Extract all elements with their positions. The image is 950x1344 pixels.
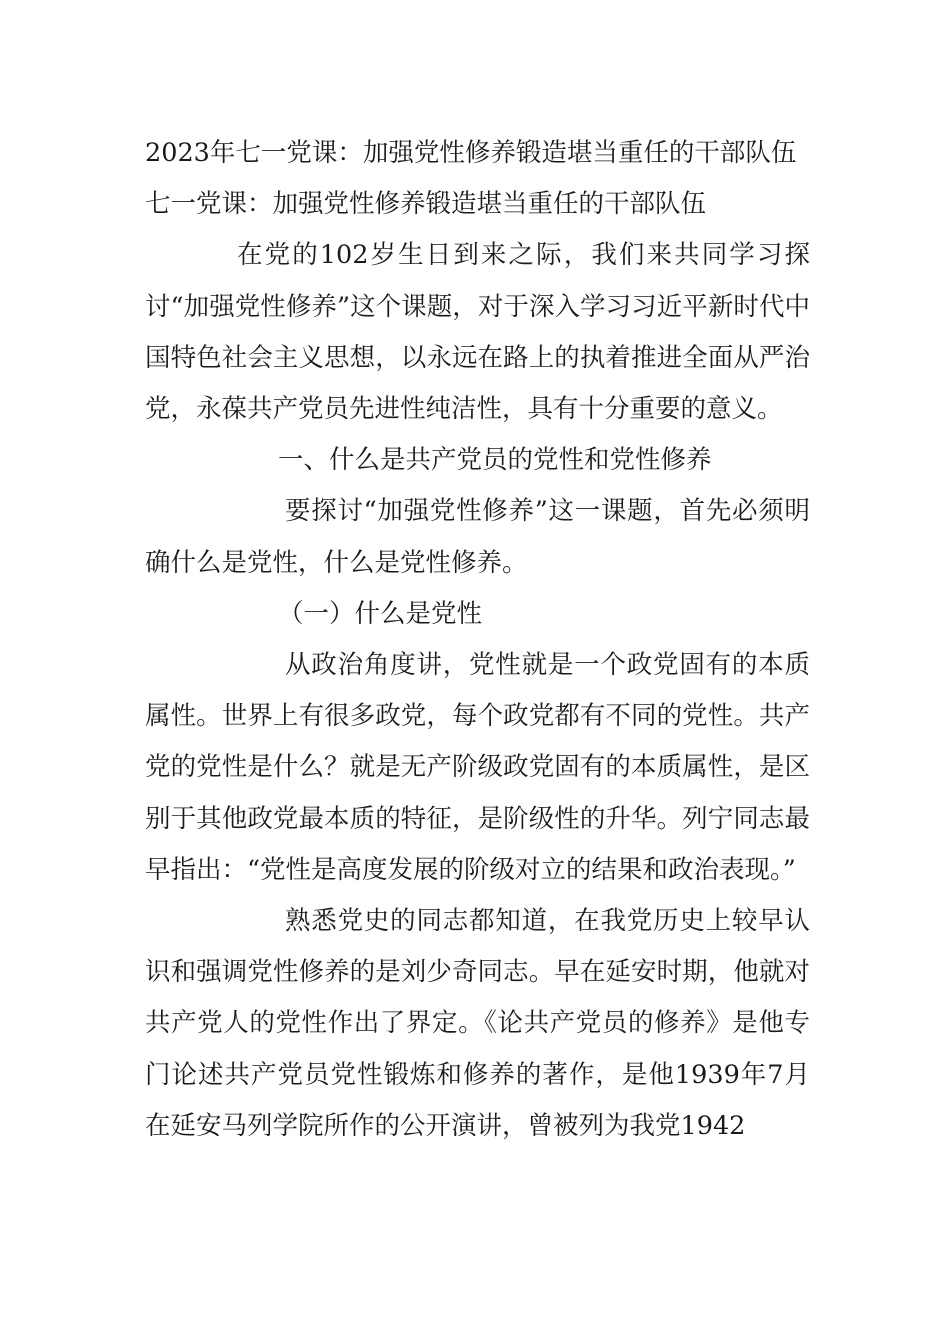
paragraph-intro: 在党的102岁生日到来之际，我们来共同学习探讨“加强党性修养”这个课题，对于深入学习习近平新时代中国特色社会主义思想，以永远在路上的执着推进全面从严治党，永葆共产党员先进性纯洁性，具有十分重要的意义。 — [145, 240, 810, 425]
document-body — [145, 128, 810, 1152]
paragraph-liu-shaoqi: 熟悉党史的同志都知道，在我党历史上较早认识和强调党性修养的是刘少奇同志。早在延安时期，他就对共产党人的党性作出了界定。《论共产党员的修养》是他专门论述共产党员党性锻炼和修养的著作，是他1939年7月在延安马列学院所作的公开演讲，曾被列为我党1942 — [145, 906, 810, 1141]
section-heading-1: 一、什么是共产党员的党性和党性修养 — [278, 445, 712, 476]
subsection-heading-1: （一）什么是党性 — [278, 598, 483, 629]
title-line-1: 2023年七一党课：加强党性修养锻造堪当重任的干部队伍 — [145, 138, 797, 168]
title-line-2: 七一党课：加强党性修养锻造堪当重任的干部队伍 — [145, 189, 707, 220]
paragraph-party-spirit: 从政治角度讲，党性就是一个政党固有的本质属性。世界上有很多政党，每个政党都有不同的党性。共产党的党性是什么？就是无产阶级政党固有的本质属性，是区别于其他政党最本质的特征，是阶级性的升华。列宁同志最早指出：“党性是高度发展的阶级对立的结果和政治表现。” — [145, 650, 810, 885]
paragraph-section-1: 要探讨“加强党性修养”这一课题，首先必须明确什么是党性，什么是党性修养。 — [145, 496, 810, 578]
